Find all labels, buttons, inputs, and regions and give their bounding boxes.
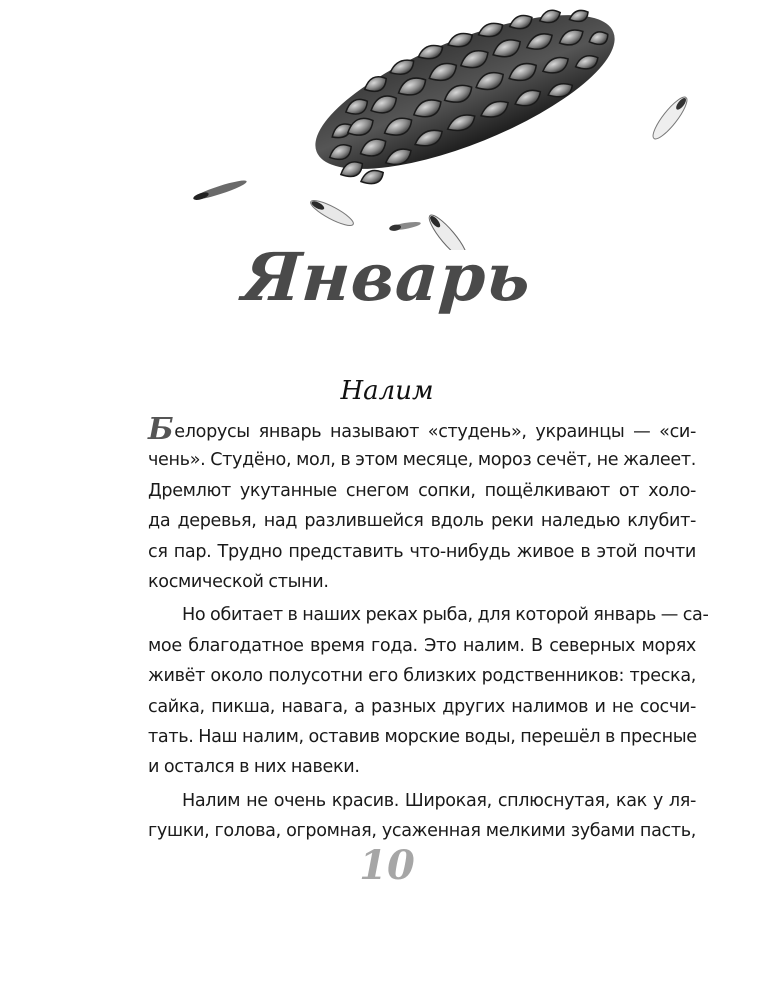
text-line: гушки, голова, огромная, усаженная мелкими зубами пасть, (148, 821, 696, 842)
text-line: мое благодатное время года. Это налим. В северных морях (148, 635, 696, 656)
paragraph (148, 786, 696, 847)
text-line: Но обитает в наших реках рыба, для которой январь — са- (182, 605, 709, 626)
text-line: живёт около полусотни его близких родственников: треска, (148, 666, 696, 687)
seed-icon (389, 220, 422, 231)
seed-icon (648, 93, 691, 143)
paragraph (148, 600, 709, 782)
text-line: Налим не очень красив. Широкая, сплюснутая, как у ля- (182, 790, 696, 811)
chapter-title: Январь (240, 238, 534, 316)
pine-cone-icon (296, 0, 633, 200)
text-line: сайка, пикша, навага, а разных других налимов и не сосчи- (148, 696, 696, 717)
text-line: тать. Наш налим, оставив морские воды, перешёл в пресные (148, 726, 697, 747)
text-line: Белорусы январь называют «студень», украинцы — «си- (148, 412, 696, 447)
text-line: чень». Студёно, мол, в этом месяце, мороз сечёт, не жалеет. (148, 450, 696, 471)
text-line: ся пар. Трудно представить что-нибудь живое в этой почти (148, 541, 696, 562)
page-number: 10 (359, 842, 415, 889)
pine-cone-illustration (0, 0, 774, 250)
text-line: Дремлют укутанные снегом сопки, пощёлкивают от холо- (148, 480, 696, 501)
seed-icon (308, 196, 356, 229)
seed-icon (192, 178, 248, 203)
section-title: Налим (340, 376, 434, 406)
text-line: и остался в них навеки. (148, 757, 360, 778)
drop-cap: Б (148, 412, 174, 447)
body-text (148, 412, 709, 846)
paragraph (148, 412, 696, 597)
text-line: да деревья, над разлившейся вдоль реки наледью клубит- (148, 511, 696, 532)
text-line: космической стыни. (148, 571, 329, 592)
